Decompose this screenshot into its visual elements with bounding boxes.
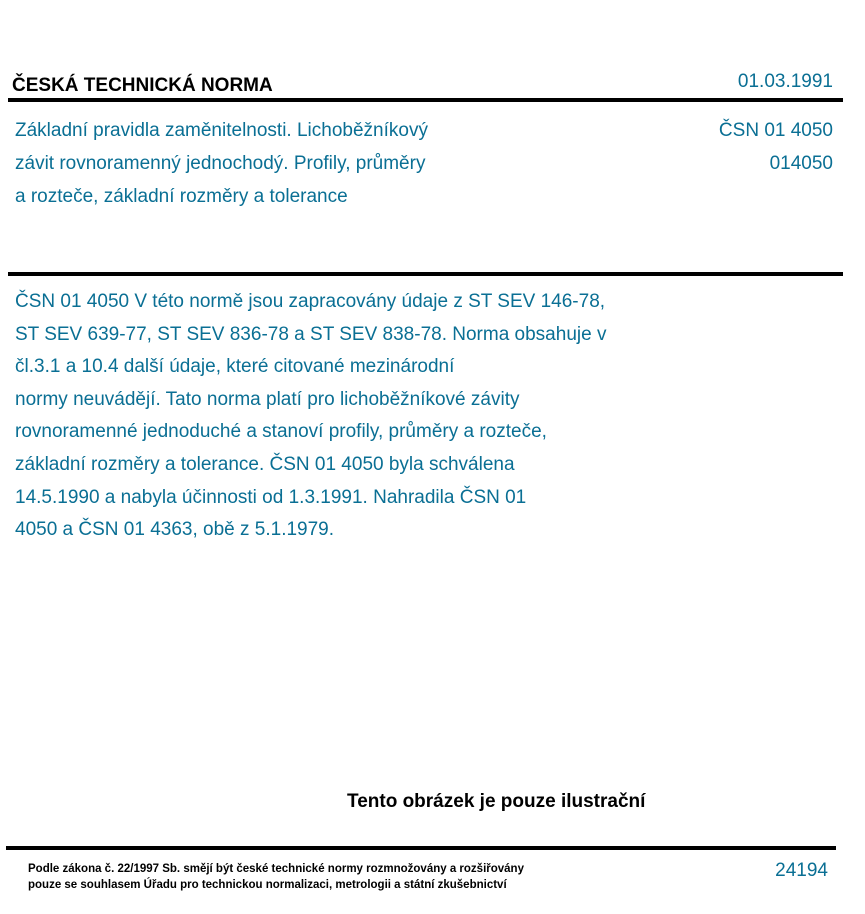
top-divider: [8, 98, 843, 102]
document-title-line: a rozteče, základní rozměry a tolerance: [15, 186, 348, 207]
copyright-line: Podle zákona č. 22/1997 Sb. smějí být české technické normy rozmnožovány a rozšiřovány: [28, 863, 524, 875]
middle-divider: [8, 272, 843, 276]
abstract-line: ST SEV 639-77, ST SEV 836-78 a ST SEV 838-78. Norma obsahuje v: [15, 323, 607, 345]
bottom-divider: [6, 846, 836, 850]
effective-date: 01.03.1991: [737, 71, 833, 92]
abstract-line: rovnoramenné jednoduché a stanoví profily, průměry a rozteče,: [15, 421, 547, 443]
document-title-line: závit rovnoramenný jednochodý. Profily, průměry: [15, 153, 426, 174]
abstract-line: čl.3.1 a 10.4 další údaje, které citované mezinárodní: [15, 356, 455, 378]
classification-code: 014050: [769, 153, 833, 174]
abstract-line: ČSN 01 4050 V této normě jsou zapracovány údaje z ST SEV 146-78,: [15, 291, 606, 312]
standard-code: ČSN 01 4050: [718, 120, 833, 141]
abstract-line: normy neuvádějí. Tato norma platí pro lichoběžníkové závity: [15, 388, 520, 410]
abstract-line: základní rozměry a tolerance. ČSN 01 4050 byla schválena: [15, 453, 515, 475]
illustration-notice: Tento obrázek je pouze ilustrační: [347, 791, 646, 812]
abstract-line: 14.5.1990 a nabyla účinnosti od 1.3.1991. Nahradila ČSN 01: [15, 486, 527, 508]
document-title-line: Základní pravidla zaměnitelnosti. Lichoběžníkový: [15, 120, 428, 141]
standard-code-block: [719, 114, 833, 180]
copyright-line: pouze se souhlasem Úřadu pro technickou normalizaci, metrologii a státní zkušebnictví: [28, 879, 507, 891]
abstract-line: 4050 a ČSN 01 4363, obě z 5.1.1979.: [15, 519, 335, 541]
copyright-notice: [28, 861, 524, 893]
document-abstract: [15, 286, 715, 547]
document-number: 24194: [775, 860, 828, 881]
standard-header-title: ČESKÁ TECHNICKÁ NORMA: [12, 75, 273, 96]
document-title: [15, 114, 535, 213]
